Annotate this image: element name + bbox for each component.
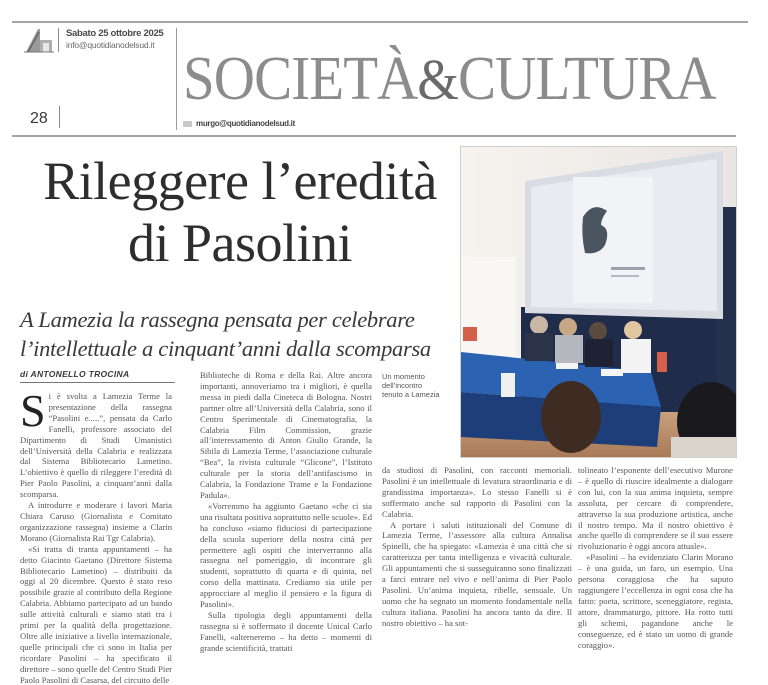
paragraph: da studiosi di Pasolini, con racconti memoriali. Pasolini è un intellettuale di levatura straordinaria e di grandissima importanza». Lo stesso Fanelli si è soffermato anche sul rapporto di Pasolini con la Calabria. [382, 465, 572, 519]
section-divider [176, 28, 177, 130]
headline-line-1: Rileggere l’eredità [43, 151, 437, 211]
paragraph: Sulla tipologia degli appuntamenti della rassegna si è soffermato il docente Unical Carlo Fanelli, «alterneremo – ha detto – momenti di grande scientificità, trattati [200, 609, 372, 653]
section-title-part2: CULTURA [457, 45, 716, 113]
paragraph: «Pasolini – ha evidenziato Clarin Morano – è una guida, un faro, un esempio. Una persona coraggiosa che ha saputo raggiungere l’eccellenza in ogni cosa che ha fatto: poeta, scrittore, sceneggiatore, regista, attore, drammaturgo, pittore. Ha rotto tutti gli schemi, pagandone anche le conseguenze, ed è stato un uomo di grande coraggio». [578, 552, 733, 650]
byline-rule [20, 382, 175, 383]
page-number: 28 [30, 110, 48, 127]
article-column-4 [578, 465, 733, 650]
section-title-part1: SOCIETÀ [183, 45, 418, 113]
standfirst-line-1: A Lamezia la rassegna pensata per celebrare [20, 307, 415, 332]
header-divider [58, 28, 59, 52]
mail-icon [183, 121, 192, 127]
photo-caption: Un momento dell’incontro tenuto a Lamezia [382, 372, 440, 399]
paragraph: «Si tratta di tranta appuntamenti – ha detto Giacinto Gaetano (Direttore Sistema Bibliotecario Lametino) – distribuiti da oggi al 20 dicembre. Questo è stato reso possibile grazie al contributo della Regione Calabria. Abbiamo partecipato ad un bando sulle attività culturali e siamo stati tra i primi per la qualità della progettazione. Oltre alle iniziative a livello internazionale, quelle principali che ci sono in Italia per ricordare Pasolini – ha specificato il direttore – sono quelle del Centro Studi Pier Paolo Pasolini di Casarsa, del circuito delle [20, 543, 172, 685]
paragraph: tolineato l’esponente dell’esecutivo Murone – è quello di riuscire idealmente a dialogare con lui, con la sua anima inquieta, sempre assoluta, per cercare di comprendere, attraverso la sua produzione artistica, anche il nostro tempo. Ma il nostro obiettivo è anche quello di comprendere se il suo essere rivoluzionario è oggi ancora attuale». [578, 465, 733, 552]
newspaper-logo-icon [24, 27, 54, 53]
drop-cap: S [20, 385, 46, 436]
contact-email[interactable]: info@quotidianodelsud.it [66, 40, 155, 50]
paragraph: i è svolta a Lamezia Terme la presentazione della rassegna “Pasolini e.....”, pensata da Carlo Fanelli, professore associato del Dipartimento di Studi Umanistici dell’Università della Calabria e realizzata dal Sistema Bibliotecario Lametino. L’obiettivo è quello di rileggere l’eredità di Pier Paolo Pasolini, a cinquant’anni dalla scomparsa. [20, 391, 172, 500]
standfirst-line-2: l’intellettuale a cinquant’anni dalla scomparsa [20, 336, 431, 361]
issue-date: Sabato 25 ottobre 2025 [66, 28, 164, 39]
section-title-ampersand: & [417, 47, 458, 112]
article-standfirst [20, 305, 460, 363]
conference-panel-photo [460, 146, 737, 458]
page-number-divider [59, 106, 60, 128]
article-column-3 [382, 465, 572, 629]
article-column-1 [20, 385, 172, 685]
header-bottom-rule [12, 135, 736, 137]
paragraph: A portare i saluti istituzionali del Comune di Lamezia Terme, l’assessore alla cultura Annalisa Spinelli, che ha spiegato: «Lamezia è una città che si caratterizza per tanta intelligenza e vivacità culturale. Gli appuntamenti che si susseguiranno sono finalizzati a farci entrare nel vivo e nell’anima di Pier Paolo Pasolini. Un’anima inquieta, ribelle, sensuale. Un uomo che ha segnato un momento fondamentale nella cultura italiana. Pasolini ha ancora tanto da dire. Il nostro obiettivo – ha sot- [382, 519, 572, 628]
article-byline: di ANTONELLO TROCINA [20, 369, 130, 379]
paragraph: Biblioteche di Roma e della Rai. Altre ancora importanti, annoveriamo tra i migliori, è quella messa in piedi dalla Cineteca di Bologna. Nostri partner oltre all’Università della Calabria, sono il Centro Sperimentale di Cinematografia, la Calabria Film Commission, grazie all’interessamento di Anton Giulio Grande, la Sibila di Lamezia Terme, l’associazione culturale “Bea”, la rivista culturale “Glicone”, l’Istituto culturale per la storia dell’antifascismo in Calabria, la Fondazione Trame e la Fondazione Padula». [200, 370, 372, 500]
headline-line-2: di Pasolini [127, 213, 353, 273]
section-title [183, 45, 716, 113]
paragraph: «Vorremmo ha aggiunto Gaetano «che ci sia una risultata positiva soprattutto nelle scuole». Ed ha concluso «siamo fiduciosi di partecipazione della scuola superiore della nostra città per permettere agli ospiti che interverranno alla rassegna nel pomeriggio, di incontrare gli studenti, soprattutto di quarta e di quinta, nel corso della mattinata. Crediamo sia utile per approcciare al meglio il pensiero e la figura di Pasolini». [200, 500, 372, 610]
article-headline [20, 150, 460, 274]
section-email[interactable]: murgo@quotidianodelsud.it [196, 119, 295, 128]
header-top-rule [12, 21, 748, 23]
article-column-2 [200, 370, 372, 654]
paragraph: A introdurre e moderare i lavori Maria Chiara Caruso (Giornalista e Comitato organizzazione rassegna) insieme a Clarin Morano (Giornalista Rai Tgr Calabria). [20, 500, 172, 543]
